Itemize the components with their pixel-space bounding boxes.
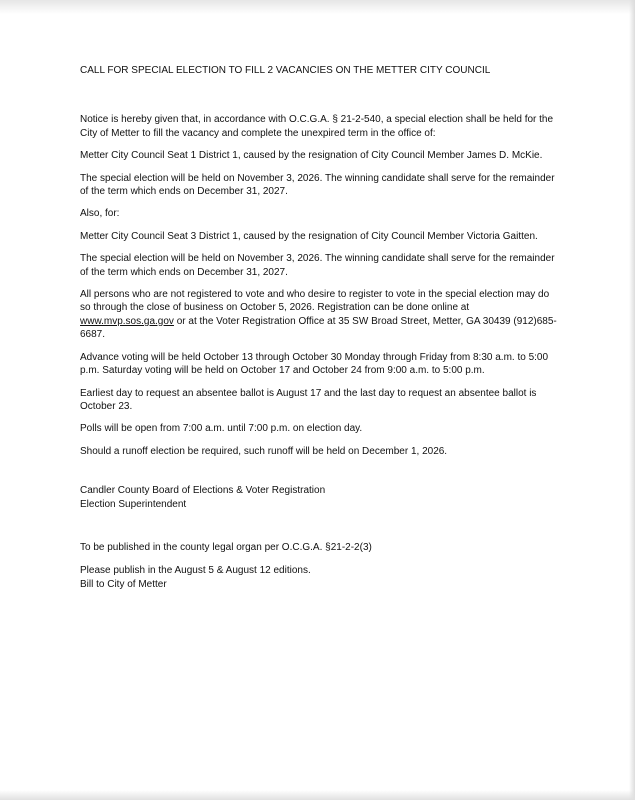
- scan-shadow-top: [0, 0, 635, 14]
- runoff-paragraph: Should a runoff election be required, such runoff will be held on December 1, 2026.: [80, 445, 448, 457]
- also-for-paragraph: Also, for:: [80, 208, 120, 220]
- seat1-paragraph: Metter City Council Seat 1 District 1, caused by the resignation of City Council Member James D. McKie.: [80, 150, 543, 162]
- notice-body: [80, 64, 558, 591]
- election-date-paragraph-2: The special election will be held on November 3, 2026. The winning candidate shall serve for the remainder of the term which ends on December 31, 2027.: [80, 253, 555, 278]
- registration-text-after: or at the Voter Registration Office at 35 SW Broad Street, Metter, GA 30439 (912)685-6687.: [80, 315, 557, 341]
- publish-editions: Please publish in the August 5 & August 12 editions.: [80, 565, 311, 577]
- scan-shadow-right: [629, 0, 635, 800]
- registration-link[interactable]: www.mvp.sos.ga.gov: [80, 315, 174, 327]
- signature-line-1: Candler County Board of Elections & Voter Registration: [80, 485, 326, 497]
- notice-title: CALL FOR SPECIAL ELECTION TO FILL 2 VACANCIES ON THE METTER CITY COUNCIL: [80, 65, 491, 76]
- polls-paragraph: Polls will be open from 7:00 a.m. until 7:00 p.m. on election day.: [80, 423, 363, 435]
- signature-line-2: Election Superintendent: [80, 498, 187, 510]
- absentee-paragraph: Earliest day to request an absentee ballot is August 17 and the last day to request an absentee ballot is October 23.: [80, 387, 537, 412]
- election-date-paragraph-1: The special election will be held on November 3, 2026. The winning candidate shall serve for the remainder of the term which ends on December 31, 2027.: [80, 172, 555, 198]
- signature-block: [80, 484, 558, 511]
- bill-to: Bill to City of Metter: [80, 578, 167, 590]
- publication-note: To be published in the county legal organ per O.C.G.A. §21-2-2(3): [80, 541, 372, 553]
- seat3-paragraph: Metter City Council Seat 3 District 1, caused by the resignation of City Council Member Victoria Gaitten.: [80, 230, 538, 242]
- advance-voting-paragraph: Advance voting will be held October 13 through October 30 Monday through Friday from 8:30 a.m. to 5:00 p.m. Saturday voting will be held on October 17 and October 24 from 9:00 a.m. to 5:00 p.m.: [80, 351, 549, 377]
- intro-paragraph: Notice is hereby given that, in accordance with O.C.G.A. § 21-2-540, a special election shall be held for the City of Metter to fill the vacancy and complete the unexpired term in the office of:: [80, 114, 554, 139]
- scan-shadow-bottom: [0, 790, 635, 800]
- registration-text-before: All persons who are not registered to vote and who desire to register to vote in the special election may do so through the close of business on October 5, 2026. Registration can be done online at: [80, 289, 550, 314]
- registration-paragraph: [80, 288, 558, 342]
